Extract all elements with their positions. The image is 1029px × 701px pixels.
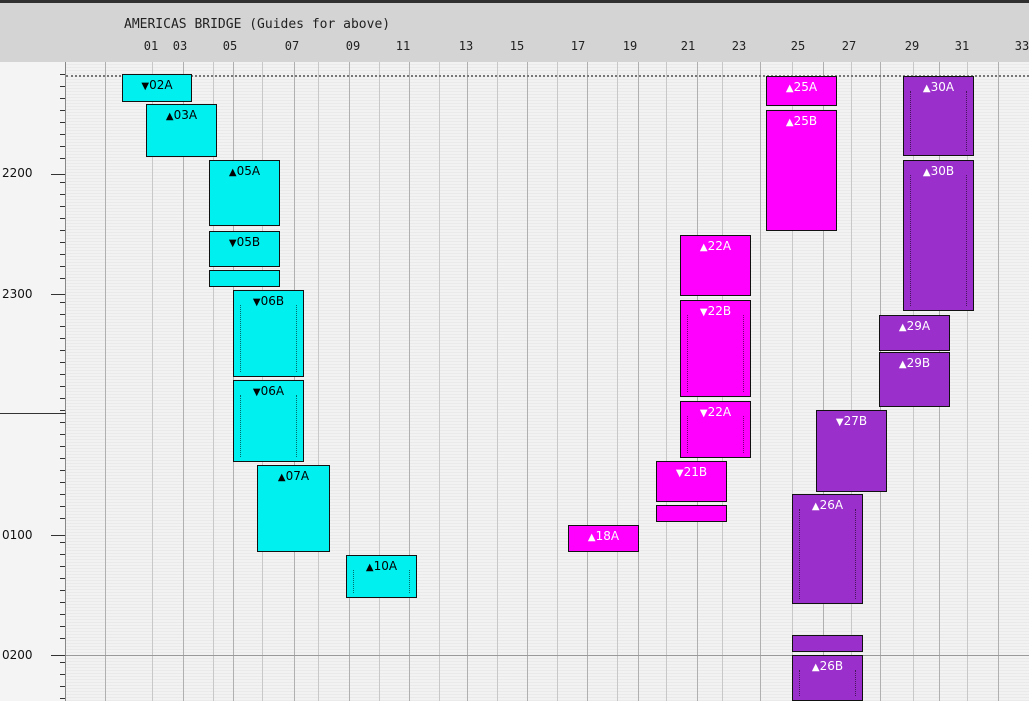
grid-column-line: [998, 62, 999, 701]
block-label-text: 29B: [906, 356, 931, 370]
grid-column-line: [318, 62, 319, 701]
block-label: [657, 465, 726, 479]
block-label-text: 06B: [260, 294, 285, 308]
time-tick: [60, 182, 65, 183]
column-label-09: 09: [345, 39, 361, 53]
time-tick: [60, 470, 65, 471]
block-label-text: 22A: [707, 405, 732, 419]
block-label-text: 30A: [930, 80, 955, 94]
grid-column-line: [349, 62, 350, 701]
triangle-down-icon: ▼: [141, 81, 150, 92]
column-label-21: 21: [680, 39, 696, 53]
time-tick: [60, 302, 65, 303]
block-25b[interactable]: [766, 110, 837, 231]
time-tick: [60, 350, 65, 351]
block-label: [817, 414, 886, 428]
column-label-31: 31: [954, 39, 970, 53]
time-tick: [60, 266, 65, 267]
block-label: [347, 559, 416, 573]
triangle-up-icon: ▲: [165, 111, 174, 122]
grid-column-line: [152, 62, 153, 701]
time-tick: [60, 674, 65, 675]
triangle-up-icon: ▲: [277, 472, 286, 483]
grid-column-line: [497, 62, 498, 701]
triangle-down-icon: ▼: [699, 408, 708, 419]
block-29b[interactable]: [879, 352, 950, 407]
grid-column-line: [967, 62, 968, 701]
triangle-up-icon: ▲: [699, 242, 708, 253]
time-tick: [60, 410, 65, 411]
column-label-25: 25: [790, 39, 806, 53]
column-label-27: 27: [841, 39, 857, 53]
block-label-text: 18A: [595, 529, 620, 543]
grid-column-line: [760, 62, 761, 701]
block-label-text: 26B: [819, 659, 844, 673]
column-label-01: 01: [143, 39, 159, 53]
block-21b[interactable]: [656, 461, 727, 502]
block-label: [904, 164, 973, 178]
triangle-up-icon: ▲: [922, 167, 931, 178]
column-label-03: 03: [172, 39, 188, 53]
time-tick: [51, 655, 65, 656]
column-label-05: 05: [222, 39, 238, 53]
triangle-up-icon: ▲: [811, 662, 820, 673]
block-label-text: 21B: [683, 465, 708, 479]
block-label-text: 26A: [819, 498, 844, 512]
block-26b[interactable]: [792, 655, 863, 701]
block-label-text: 25B: [793, 114, 818, 128]
block-label: [681, 239, 750, 253]
time-label-0100: 0100: [2, 528, 33, 542]
time-tick: [60, 458, 65, 459]
block-label-text: 06A: [260, 384, 285, 398]
block-label: [793, 498, 862, 512]
block-label: [569, 529, 638, 543]
column-label-19: 19: [622, 39, 638, 53]
triangle-up-icon: ▲: [785, 83, 794, 94]
block-label: [880, 319, 949, 333]
time-tick: [60, 614, 65, 615]
time-tick: [60, 626, 65, 627]
time-label-2200: 2200: [2, 166, 33, 180]
triangle-up-icon: ▲: [898, 359, 907, 370]
timeline-header: [0, 0, 1029, 62]
triangle-down-icon: ▼: [252, 387, 261, 398]
block-label-text: 05A: [236, 164, 261, 178]
time-tick: [60, 386, 65, 387]
block-27b[interactable]: [816, 410, 887, 492]
triangle-up-icon: ▲: [365, 562, 374, 573]
time-tick: [60, 110, 65, 111]
time-tick: [60, 194, 65, 195]
block-label: [681, 304, 750, 318]
time-tick: [60, 542, 65, 543]
block-label-text: 27B: [843, 414, 868, 428]
grid-column-line: [851, 62, 852, 701]
triangle-up-icon: ▲: [898, 322, 907, 333]
block-label: [258, 469, 329, 483]
block-25a[interactable]: [766, 76, 837, 106]
block-22a[interactable]: [680, 401, 751, 458]
time-tick: [60, 158, 65, 159]
block-label: [234, 294, 303, 308]
time-tick: [60, 518, 65, 519]
block-label-text: 05B: [236, 235, 261, 249]
time-tick: [60, 554, 65, 555]
block-06b[interactable]: [233, 290, 304, 377]
time-tick: [60, 278, 65, 279]
time-tick: [60, 590, 65, 591]
block-label: [210, 164, 279, 178]
block-30b[interactable]: [903, 160, 974, 311]
column-label-07: 07: [284, 39, 300, 53]
column-label-33: 33: [1014, 39, 1029, 53]
block-05a[interactable]: [209, 160, 280, 226]
block-label: [767, 114, 836, 128]
triangle-down-icon: ▼: [835, 417, 844, 428]
time-tick: [60, 86, 65, 87]
block-unlabeled[interactable]: [209, 270, 280, 287]
time-tick: [60, 494, 65, 495]
time-tick: [60, 74, 65, 75]
grid-column-line: [467, 62, 468, 701]
block-label: [123, 78, 191, 92]
time-tick: [60, 662, 65, 663]
block-07a[interactable]: [257, 465, 330, 552]
time-tick: [60, 638, 65, 639]
time-tick: [60, 134, 65, 135]
block-label-text: 02A: [149, 78, 173, 92]
triangle-down-icon: ▼: [228, 238, 237, 249]
block-unlabeled[interactable]: [656, 505, 727, 522]
day-separator: [0, 413, 66, 414]
block-18a[interactable]: [568, 525, 639, 552]
grid-column-line: [638, 62, 639, 701]
block-29a[interactable]: [879, 315, 950, 351]
reference-dotted-line: [66, 75, 1029, 77]
column-label-13: 13: [458, 39, 474, 53]
time-tick: [60, 398, 65, 399]
grid-column-line: [379, 62, 380, 701]
triangle-down-icon: ▼: [252, 297, 261, 308]
block-label: [147, 108, 216, 122]
block-label: [880, 356, 949, 370]
block-10a[interactable]: [346, 555, 417, 598]
time-tick: [51, 535, 65, 536]
block-label-text: 25A: [793, 80, 818, 94]
block-label-text: 29A: [906, 319, 931, 333]
block-label-text: 22B: [707, 304, 732, 318]
grid-column-line: [557, 62, 558, 701]
time-tick: [60, 206, 65, 207]
time-tick: [60, 254, 65, 255]
triangle-down-icon: ▼: [699, 307, 708, 318]
block-unlabeled[interactable]: [792, 635, 863, 652]
header-title: AMERICAS BRIDGE (Guides for above): [124, 17, 391, 32]
block-label: [234, 384, 303, 398]
column-label-11: 11: [395, 39, 411, 53]
time-tick: [60, 122, 65, 123]
time-tick: [60, 98, 65, 99]
block-22a[interactable]: [680, 235, 751, 296]
block-06a[interactable]: [233, 380, 304, 462]
block-label-text: 03A: [173, 108, 198, 122]
time-tick: [60, 362, 65, 363]
block-label-text: 30B: [930, 164, 955, 178]
time-tick: [60, 506, 65, 507]
time-label-0200: 0200: [2, 648, 33, 662]
time-tick: [60, 698, 65, 699]
time-tick: [60, 314, 65, 315]
time-tick: [51, 174, 65, 175]
triangle-up-icon: ▲: [785, 117, 794, 128]
time-tick: [60, 578, 65, 579]
block-26a[interactable]: [792, 494, 863, 604]
time-tick: [60, 602, 65, 603]
triangle-down-icon: ▼: [675, 468, 684, 479]
block-22b[interactable]: [680, 300, 751, 397]
grid-column-line: [527, 62, 528, 701]
time-tick: [60, 686, 65, 687]
block-03a[interactable]: [146, 104, 217, 157]
grid-column-line: [587, 62, 588, 701]
time-line-0200: [66, 655, 1029, 656]
time-tick: [60, 338, 65, 339]
column-label-23: 23: [731, 39, 747, 53]
grid-column-line: [183, 62, 184, 701]
time-tick: [51, 294, 65, 295]
time-tick: [60, 146, 65, 147]
time-tick: [60, 326, 65, 327]
block-label: [793, 659, 862, 673]
schedule-grid[interactable]: [66, 62, 1029, 701]
column-label-15: 15: [509, 39, 525, 53]
time-tick: [60, 446, 65, 447]
block-label-text: 07A: [285, 469, 310, 483]
time-tick: [60, 242, 65, 243]
time-tick: [60, 434, 65, 435]
grid-column-line: [617, 62, 618, 701]
block-label: [681, 405, 750, 419]
column-label-17: 17: [570, 39, 586, 53]
block-label: [904, 80, 973, 94]
grid-column-line: [409, 62, 410, 701]
column-label-29: 29: [904, 39, 920, 53]
block-label: [767, 80, 836, 94]
grid-column-line: [439, 62, 440, 701]
block-30a[interactable]: [903, 76, 974, 156]
time-tick: [60, 218, 65, 219]
time-axis: [0, 62, 66, 701]
block-label-text: 10A: [373, 559, 398, 573]
block-label-text: 22A: [707, 239, 732, 253]
block-05b[interactable]: [209, 231, 280, 267]
block-label: [210, 235, 279, 249]
time-tick: [60, 422, 65, 423]
grid-column-line: [666, 62, 667, 701]
time-tick: [60, 230, 65, 231]
time-tick: [60, 482, 65, 483]
time-tick: [60, 566, 65, 567]
block-02a[interactable]: [122, 74, 192, 102]
time-label-2300: 2300: [2, 287, 33, 301]
time-tick: [60, 374, 65, 375]
triangle-up-icon: ▲: [922, 83, 931, 94]
triangle-up-icon: ▲: [228, 167, 237, 178]
triangle-up-icon: ▲: [587, 532, 596, 543]
grid-column-line: [213, 62, 214, 701]
triangle-up-icon: ▲: [811, 501, 820, 512]
grid-column-line: [105, 62, 106, 701]
